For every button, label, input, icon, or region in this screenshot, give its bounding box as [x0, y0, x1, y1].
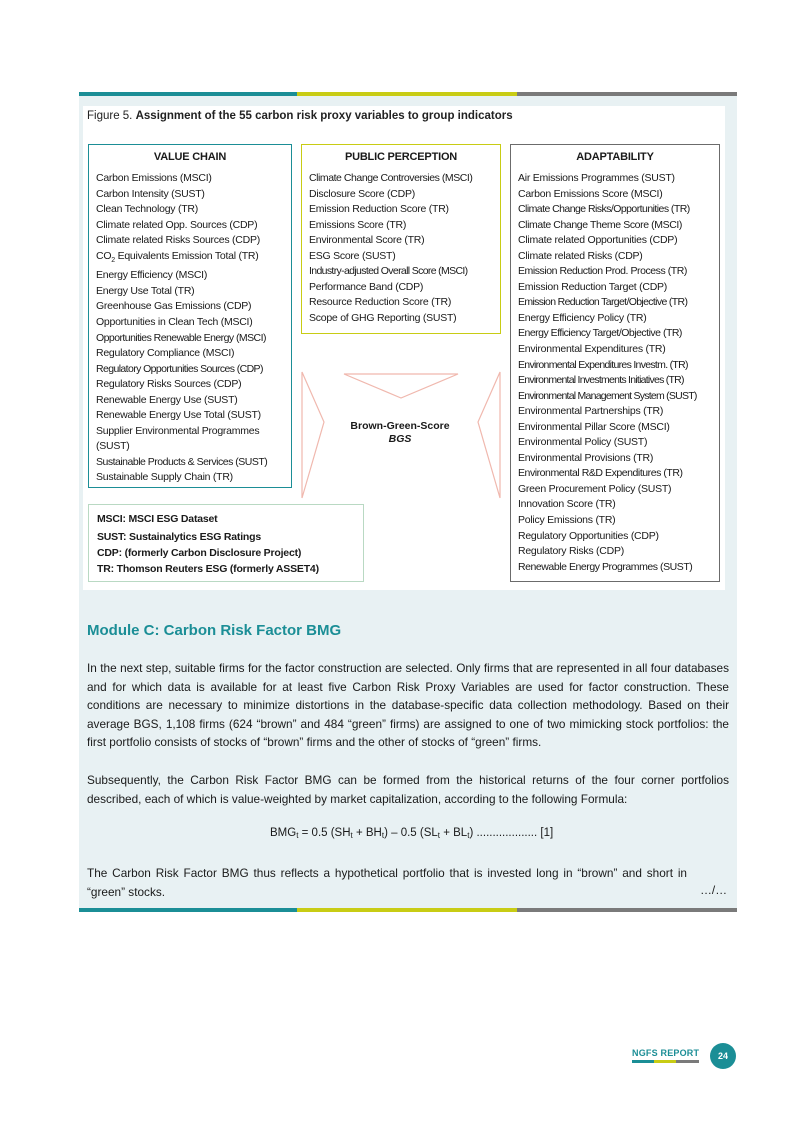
list-item: Greenhouse Gas Emissions (CDP): [96, 300, 252, 313]
list-item: Emissions Score (TR): [309, 218, 407, 231]
public-perception-heading: PUBLIC PERCEPTION: [344, 151, 458, 163]
list-item: Disclosure Score (CDP): [309, 187, 415, 200]
formula-part: = 0.5 (SH: [298, 827, 351, 839]
list-item: Environmental Pillar Score (MSCI): [518, 420, 670, 433]
public-perception-list: [302, 171, 500, 326]
adaptability-list: [511, 171, 719, 575]
formula-lhs: BMG: [270, 827, 297, 839]
source-legend: [88, 504, 364, 582]
list-item: Performance Band (CDP): [309, 280, 424, 293]
formula-sub: t: [296, 831, 299, 840]
value-chain-heading: VALUE CHAIN: [153, 151, 227, 163]
list-item: Energy Use Total (TR): [96, 284, 195, 297]
list-item: Regulatory Risks (CDP): [518, 545, 624, 558]
list-item: Environmental Score (TR): [309, 234, 425, 247]
list-item: Green Procurement Policy (SUST): [518, 482, 672, 495]
list-item: Environmental Expenditures (TR): [518, 343, 666, 356]
list-item: Environmental Investments Initiatives (TR): [518, 374, 684, 387]
footer-report-label: NGFS REPORT: [632, 1048, 700, 1058]
list-item: Air Emissions Programmes (SUST): [518, 172, 675, 184]
list-item: Policy Emissions (TR): [518, 514, 616, 527]
list-item: Environmental Partnerships (TR): [518, 405, 664, 418]
list-item: Carbon Intensity (SUST): [96, 187, 205, 200]
list-item: Environmental Policy (SUST): [518, 436, 648, 449]
value-chain-list: [89, 171, 291, 486]
adaptability-heading: ADAPTABILITY: [576, 151, 654, 163]
list-item: Opportunities in Clean Tech (MSCI): [96, 316, 253, 329]
continued-mark: …/…: [700, 883, 727, 897]
list-item: Climate Change Theme Score (MSCI): [518, 218, 683, 231]
section-title: Module C: Carbon Risk Factor BMG: [87, 622, 342, 639]
page-number: 24: [710, 1043, 736, 1069]
list-item: Innovation Score (TR): [518, 498, 616, 511]
list-item: Emission Reduction Prod. Process (TR): [518, 265, 687, 278]
bgs-abbrev: BGS: [388, 433, 412, 445]
list-item: Environmental Provisions (TR): [518, 451, 654, 464]
list-item: Opportunities Renewable Energy (MSCI): [96, 331, 266, 344]
list-item: Environmental Management System (SUST): [518, 389, 697, 402]
list-item: Renewable Energy Use Total (SUST): [96, 409, 261, 422]
list-item: Regulatory Risks Sources (CDP): [96, 378, 242, 391]
list-item: Emission Reduction Target (CDP): [518, 280, 668, 293]
bottom-color-bar: [79, 908, 737, 912]
legend-item: MSCI: MSCI ESG Dataset: [97, 513, 218, 525]
formula-sub: t: [381, 831, 385, 840]
list-item: Energy Efficiency Policy (TR): [518, 311, 647, 324]
formula-sub: t: [467, 831, 470, 840]
list-item: Emission Reduction Target/Objective (TR): [518, 296, 688, 309]
co2-item-text: Equivalents Emission Total (TR): [117, 249, 259, 262]
bgs-title: Brown-Green-Score: [350, 420, 450, 432]
list-item: Renewable Energy Programmes (SUST): [518, 560, 693, 573]
paragraph-3: The Carbon Risk Factor BMG thus reflects a hypothetical portfolio that is invested long in “brown” and short in “green” stocks.: [87, 866, 687, 899]
list-item: Energy Efficiency (MSCI): [96, 269, 208, 282]
paragraph-2: Subsequently, the Carbon Risk Factor BMG can be formed from the historical returns of the four corner portfolios described, each of which is value-weighted by market capitalization, according to the following Formula:: [87, 773, 729, 806]
footer-color-bar: [632, 1060, 699, 1063]
co2-subscript: 2: [111, 256, 115, 264]
paragraph-1: In the next step, suitable firms for the factor construction are selected. Only firms that are represented in all four databases and for which data is available for at least five Carbon Risk Proxy Variables are used for factor construction. These conditions are necessary to minimize distortions in the database-specific data collection methodology. Based on their average BGS, 1,108 firms (624 “brown” and 484 “green” firms) are assigned to one of two mimicking stock portfolios: the first portfolio consists of stocks of “brown” firms and the other of stocks of “green” firms.: [87, 661, 729, 750]
list-item: Energy Efficiency Target/Objective (TR): [518, 327, 682, 340]
arrow-left: [302, 372, 324, 498]
formula-sub: t: [350, 831, 353, 840]
legend-item: TR: Thomson Reuters ESG (formerly ASSET4): [97, 563, 319, 575]
list-item: Renewable Energy Use (SUST): [96, 393, 238, 406]
list-item: Climate related Risks (CDP): [518, 249, 643, 262]
figure-label: Figure 5.: [87, 110, 133, 122]
co2-prefix: CO: [96, 249, 112, 262]
list-item: Sustainable Supply Chain (TR): [96, 471, 233, 484]
list-item: Clean Technology (TR): [96, 203, 198, 216]
list-item: Climate related Opp. Sources (CDP): [96, 218, 258, 231]
list-item: Resource Reduction Score (TR): [309, 296, 452, 309]
formula-part: + BH: [352, 827, 382, 839]
legend-item: CDP: (formerly Carbon Disclosure Project): [97, 547, 302, 559]
list-item: Climate Change Risks/Opportunities (TR): [518, 203, 690, 216]
list-item: ESG Score (SUST): [309, 249, 396, 262]
formula-part: ) – 0.5 (SL: [384, 827, 438, 839]
formula-part: ) ................... [1]: [469, 827, 554, 839]
list-item: Climate related Opportunities (CDP): [518, 234, 678, 247]
arrow-right: [478, 372, 500, 498]
arrow-top: [344, 374, 458, 398]
value-chain-box: [88, 144, 292, 488]
list-item: Sustainable Products & Services (SUST): [96, 455, 268, 468]
list-item: Supplier Environmental Programmes (SUST): [96, 424, 260, 453]
list-item: [96, 249, 288, 269]
list-item: Carbon Emissions (MSCI): [96, 172, 212, 184]
formula-sub: t: [437, 831, 441, 840]
list-item: Regulatory Compliance (MSCI): [96, 347, 235, 360]
list-item: Regulatory Opportunities (CDP): [518, 529, 659, 542]
list-item: Industry-adjusted Overall Score (MSCI): [309, 265, 468, 278]
public-perception-box: [301, 144, 501, 334]
list-item: Regulatory Opportunities Sources (CDP): [96, 362, 263, 375]
figure-title: Assignment of the 55 carbon risk proxy variables to group indicators: [135, 110, 513, 122]
list-item: Climate Change Controversies (MSCI): [309, 172, 473, 184]
figure-caption: [87, 110, 513, 122]
bgs-label: [334, 420, 466, 446]
adaptability-box: [510, 144, 720, 582]
list-item: Climate related Risks Sources (CDP): [96, 234, 260, 247]
list-item: Carbon Emissions Score (MSCI): [518, 187, 663, 200]
formula-part: + BL: [440, 827, 468, 839]
list-item: Environmental R&D Expenditures (TR): [518, 467, 683, 480]
list-item: Emission Reduction Score (TR): [309, 203, 449, 216]
list-item: Environmental Expenditures Investm. (TR): [518, 358, 688, 371]
legend-item: SUST: Sustainalytics ESG Ratings: [97, 531, 261, 543]
list-item: Scope of GHG Reporting (SUST): [309, 311, 457, 324]
formula: [270, 827, 553, 840]
